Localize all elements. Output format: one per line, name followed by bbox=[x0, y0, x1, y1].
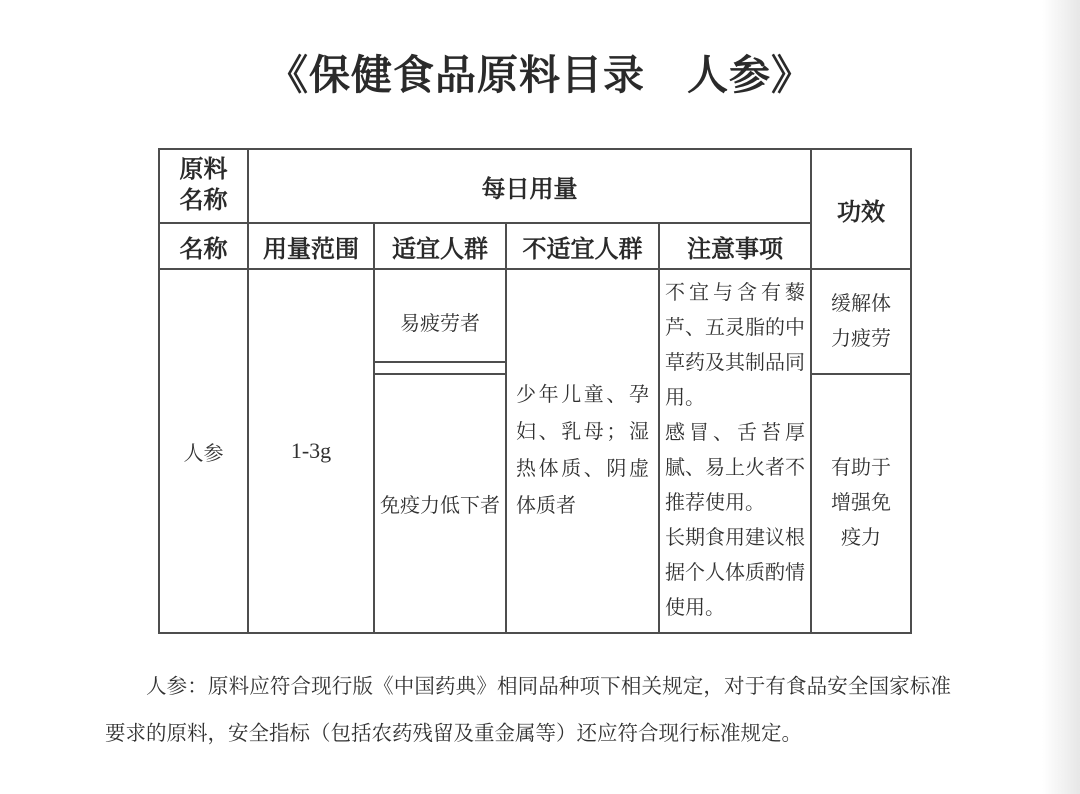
cell-suitable-group-2: 免疫力低下者 bbox=[374, 374, 506, 633]
precaution-item-1: 不宜与含有藜芦、五灵脂的中草药及其制品同用。 bbox=[665, 282, 805, 409]
cell-unsuitable-groups: 少年儿童、孕妇、乳母；湿热体质、阴虚体质者 bbox=[506, 269, 659, 633]
page-title: 《保健食品原料目录 人参》 bbox=[267, 52, 813, 98]
cell-dosage-range: 1-3g bbox=[248, 269, 374, 633]
header-name: 名称 bbox=[159, 223, 248, 269]
header-precautions: 注意事项 bbox=[659, 223, 811, 269]
header-row-1 bbox=[159, 149, 911, 223]
cell-efficacy-2: 有助于增强免疫力 bbox=[811, 374, 911, 633]
footnote-paragraph: 人参：原料应符合现行版《中国药典》相同品种项下相关规定，对于有食品安全国家标准要求的原料，安全指标（包括农药残留及重金属等）还应符合现行标准规定。 bbox=[105, 676, 951, 745]
cell-ingredient-name: 人参 bbox=[159, 269, 248, 633]
header-daily-usage: 每日用量 bbox=[248, 149, 811, 223]
header-unsuitable-groups: 不适宜人群 bbox=[506, 223, 659, 269]
body-row-upper bbox=[159, 269, 911, 374]
cell-precautions bbox=[659, 269, 811, 633]
cell-suitable-group-1: 易疲劳者 bbox=[374, 269, 506, 374]
header-efficacy: 功效 bbox=[811, 149, 911, 269]
ingredient-table bbox=[158, 148, 912, 634]
header-dosage-range: 用量范围 bbox=[248, 223, 374, 269]
cell-efficacy-1: 缓解体力疲劳 bbox=[811, 269, 911, 374]
header-suitable-groups: 适宜人群 bbox=[374, 223, 506, 269]
precaution-item-3: 长期食用建议根据个人体质酌情使用。 bbox=[665, 527, 805, 619]
header-row-2 bbox=[159, 223, 911, 269]
header-material-name: 原料名称 bbox=[159, 149, 248, 223]
precaution-item-2: 感冒、舌苔厚腻、易上火者不推荐使用。 bbox=[665, 422, 805, 514]
